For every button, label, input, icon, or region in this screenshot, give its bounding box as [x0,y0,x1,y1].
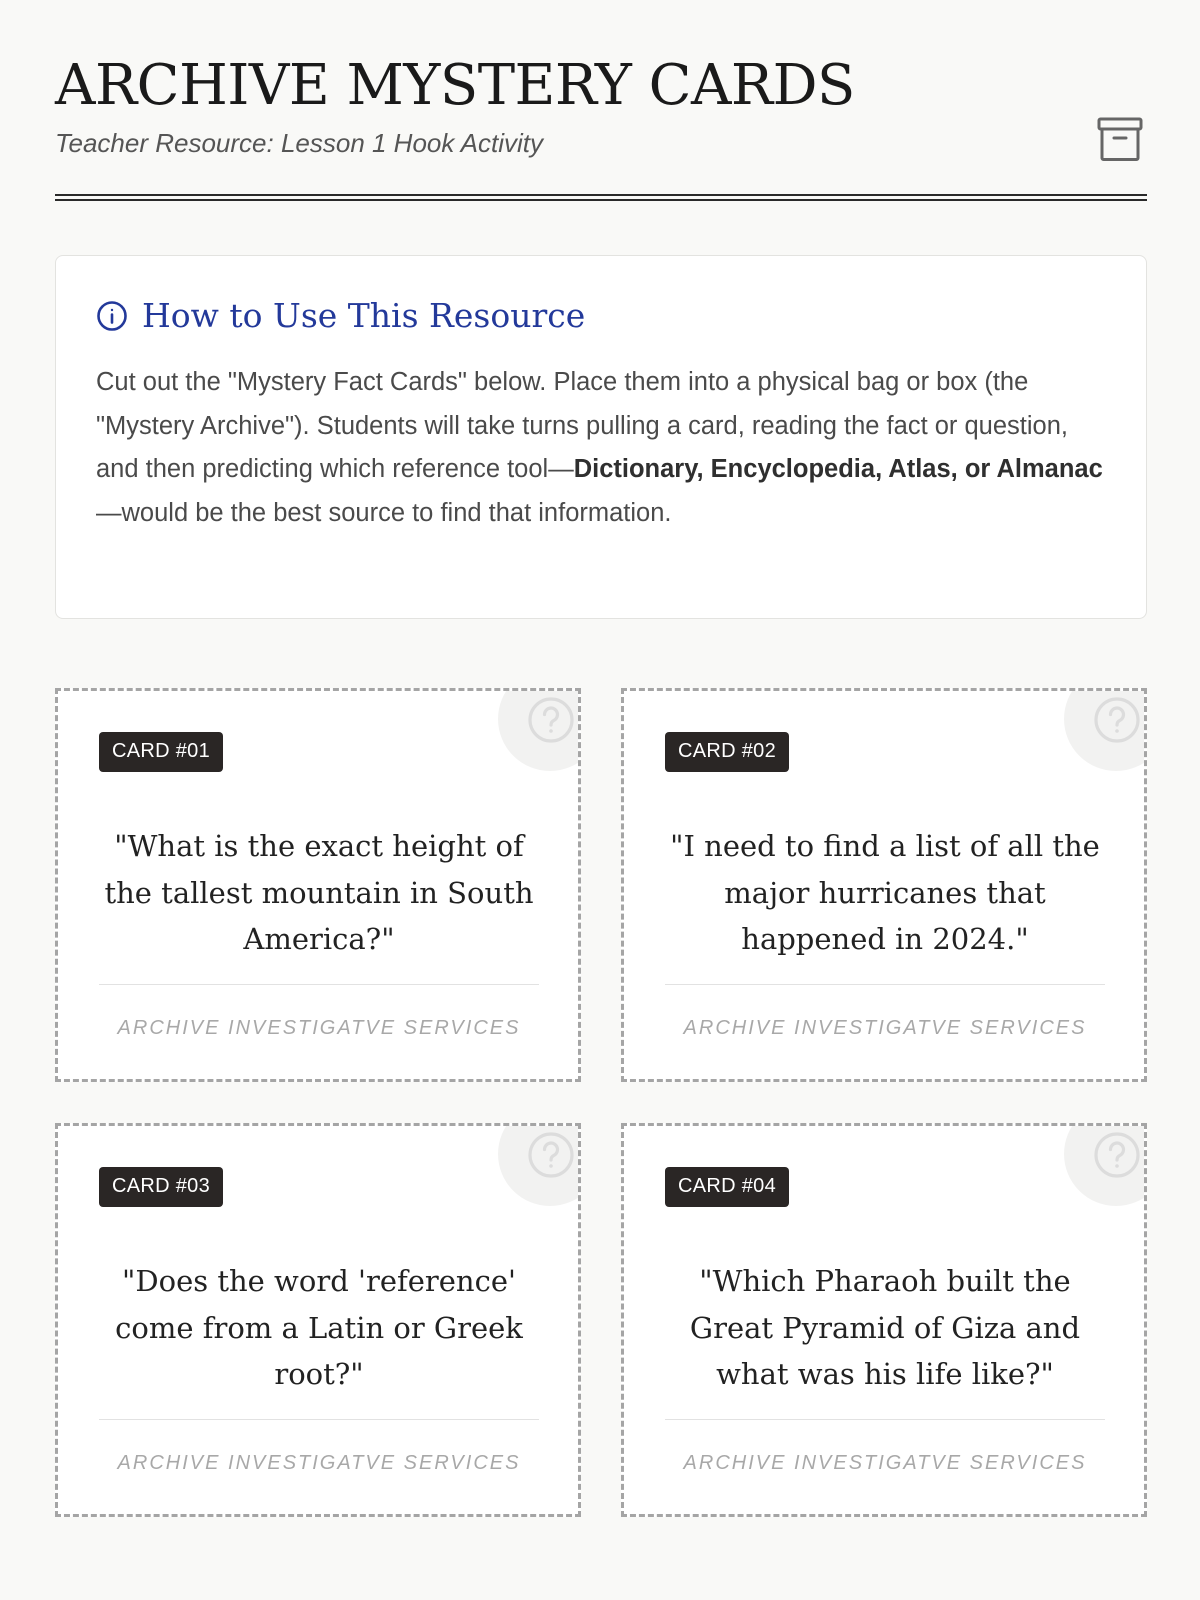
card-footer-label: ARCHIVE INVESTIGATVE SERVICES [117,1017,521,1039]
card-question: "Does the word 'reference' come from a Latin or Greek root?" [115,1264,523,1391]
mystery-card [621,1123,1147,1517]
card-number-badge: CARD #03 [99,1167,223,1207]
header-divider [55,194,1147,201]
mystery-card [55,688,581,1082]
question-circle-icon [526,1130,576,1180]
card-footer-label: ARCHIVE INVESTIGATVE SERVICES [683,1452,1087,1474]
instructions-text-start: Cut out the "Mystery Fact Cards" below. Place them into a physical bag or box (the "Mystery Archive"). Students will take turns pulling a card, reading the fact or question, and then predicting which reference tool— [96,368,1068,483]
instructions-heading [96,296,1106,335]
card-number-badge: CARD #02 [665,732,789,772]
instructions-text [96,361,1106,535]
page-subtitle: Teacher Resource: Lesson 1 Hook Activity [55,128,543,158]
card-question: "Which Pharaoh built the Great Pyramid of Giza and what was his life like?" [689,1264,1081,1391]
mystery-card [55,1123,581,1517]
instructions-text-end: —would be the best source to find that information. [96,498,672,527]
question-circle-icon [1092,1130,1142,1180]
mystery-card [621,688,1147,1082]
card-question: "What is the exact height of the tallest mountain in South America?" [104,829,534,956]
info-circle-icon [96,300,128,332]
card-number-badge: CARD #04 [665,1167,789,1207]
instructions-panel [55,255,1147,619]
card-divider [665,984,1105,985]
card-footer-label: ARCHIVE INVESTIGATVE SERVICES [117,1452,521,1474]
card-divider [99,1419,539,1420]
page-title: ARCHIVE MYSTERY CARDS [55,53,855,118]
card-divider [665,1419,1105,1420]
instructions-text-emphasis: Dictionary, Encyclopedia, Atlas, or Almanac [573,455,1103,483]
archive-box-icon [1096,116,1144,162]
instructions-title: How to Use This Resource [142,296,586,335]
question-circle-icon [526,695,576,745]
card-question: "I need to find a list of all the major hurricanes that happened in 2024." [670,829,1100,956]
card-footer-label: ARCHIVE INVESTIGATVE SERVICES [683,1017,1087,1039]
page-header [55,52,1147,202]
card-divider [99,984,539,985]
card-number-badge: CARD #01 [99,732,223,772]
question-circle-icon [1092,695,1142,745]
